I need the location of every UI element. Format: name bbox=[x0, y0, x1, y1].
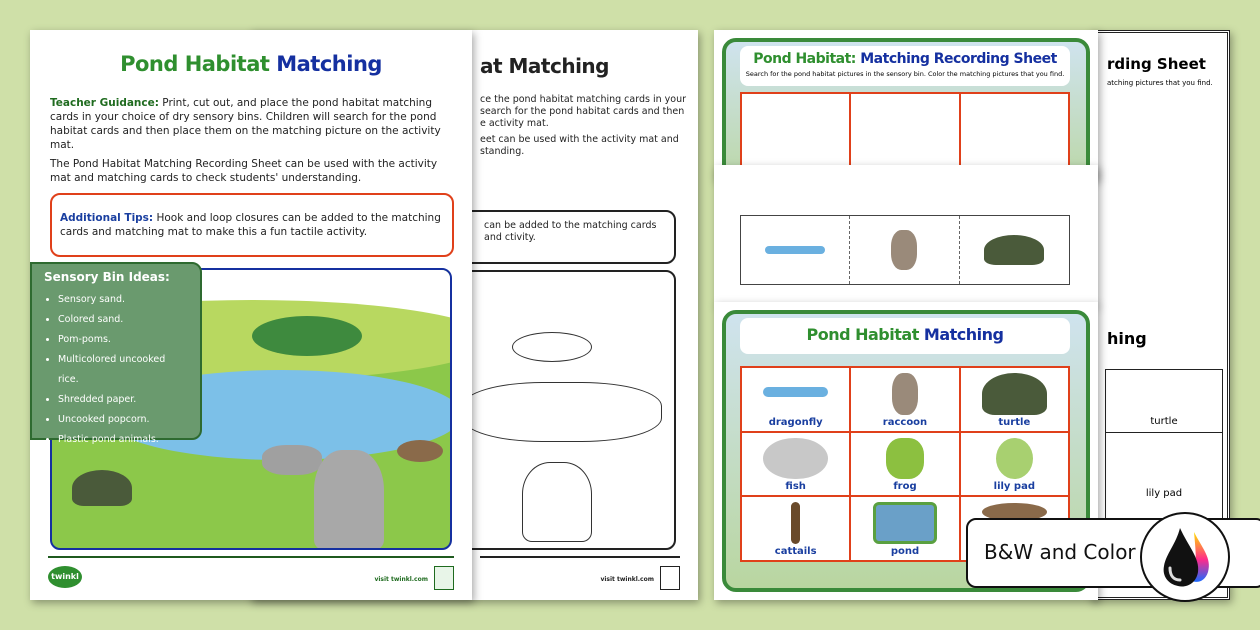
card-raccoon: raccoon bbox=[850, 367, 959, 432]
bw-card-label: turtle bbox=[1150, 416, 1178, 427]
guidance-section bbox=[50, 96, 454, 265]
bw-recording-title: rding Sheet bbox=[1107, 55, 1206, 73]
duck-illustration bbox=[397, 440, 443, 462]
sensory-bin-ideas-panel bbox=[30, 262, 202, 445]
card-fish: fish bbox=[741, 432, 850, 497]
raccoon-card-picture bbox=[891, 230, 917, 270]
bw-page-title: at Matching bbox=[480, 54, 609, 78]
bw-activity-page: at Matching ce the pond habitat matching cards in your search for the pond habitat cards and then e activity mat. eet can be used with the activity mat and standing. can be added to the matching cards and ctivity. visit twinkl.com bbox=[250, 30, 698, 600]
sensory-item: • Multicolored uncooked rice. bbox=[58, 350, 188, 390]
additional-tips-box: Additional Tips: Hook and loop closures can be added to the matching cards and matching mat to make this a fun tactile activity. bbox=[50, 193, 454, 257]
cards-sheet bbox=[714, 165, 1098, 305]
page-title: Pond Habitat Matching bbox=[120, 52, 382, 76]
ink-drops-icon bbox=[1140, 512, 1230, 602]
card-cattails: cattails bbox=[741, 496, 850, 561]
bw-page-text: ce the pond habitat matching cards in your search for the pond habitat cards and then e activity mat. eet can be used with the activity mat and standing. bbox=[480, 94, 686, 157]
turtle-card-picture bbox=[984, 235, 1044, 265]
sensory-item: • Plastic pond animals. bbox=[58, 430, 188, 450]
teacher-guidance: Teacher Guidance: Print, cut out, and place the pond habitat matching cards in your choice of dry sensory bins. Children will search for the pond habitat cards and then place them on the matching picture on the activity mat. bbox=[50, 97, 441, 151]
card-frog: frog bbox=[850, 432, 959, 497]
twinkl-logo: twinkl bbox=[48, 566, 82, 588]
matching-sheet-title: Pond Habitat Matching bbox=[806, 325, 1004, 344]
bw-card-label: lily pad bbox=[1145, 488, 1183, 499]
sensory-item: • Uncooked popcorn. bbox=[58, 410, 188, 430]
bw-recording-instruction: atching pictures that you find. bbox=[1107, 79, 1213, 87]
recording-sheet-title: Pond Habitat: Matching Recording Sheet bbox=[753, 51, 1057, 67]
recording-sheet bbox=[714, 30, 1098, 180]
card-dragonfly: dragonfly bbox=[741, 367, 850, 432]
card-pond: pond bbox=[850, 496, 959, 561]
bw-scene bbox=[450, 270, 676, 550]
recording-note: The Pond Habitat Matching Recording Sheet can be used with the activity mat and matching cards to check students' understanding. bbox=[50, 158, 438, 184]
sensory-title: Sensory Bin Ideas: bbox=[44, 270, 170, 284]
sensory-item: • Sensory sand. bbox=[58, 290, 188, 310]
raccoon-illustration bbox=[314, 450, 384, 550]
card-lily-pad: lily pad bbox=[960, 432, 1069, 497]
dragonfly-card-picture bbox=[765, 246, 825, 254]
turtle-illustration bbox=[72, 470, 132, 506]
sensory-item: • Shredded paper. bbox=[58, 390, 188, 410]
sensory-item: • Colored sand. bbox=[58, 310, 188, 330]
badge-label: B&W and Color bbox=[984, 540, 1136, 564]
card-turtle: turtle bbox=[960, 367, 1069, 432]
recording-instruction: Search for the pond habitat pictures in the sensory bin. Color the matching pictures that you find. bbox=[745, 70, 1065, 78]
quality-badge bbox=[434, 566, 454, 590]
footer-url: visit twinkl.com bbox=[374, 576, 428, 583]
sensory-item: • Pom-poms. bbox=[58, 330, 188, 350]
bw-matching-title: hing bbox=[1107, 329, 1147, 348]
bw-tips-text: can be added to the matching cards and ctivity. bbox=[484, 220, 657, 243]
